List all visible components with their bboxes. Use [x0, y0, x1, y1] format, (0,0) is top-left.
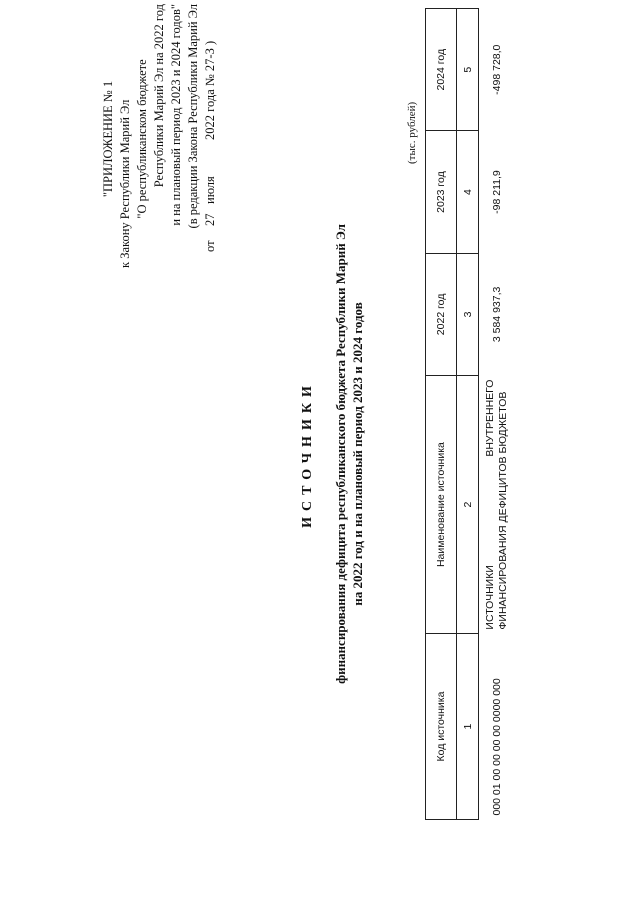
- appendix-line: (в редакции Закона Республики Марий Эл: [186, 4, 200, 229]
- appendix-line: "О республиканском бюджете: [135, 59, 149, 219]
- column-number: 2: [457, 376, 479, 634]
- source-name-part: ВНУТРЕННЕГО: [484, 379, 496, 457]
- source-code: 000 01 00 00 00 00 0000 000: [479, 634, 516, 820]
- date-month: июля: [203, 176, 217, 204]
- units-label: (тыс. рублей): [406, 101, 418, 164]
- signature-date-line: [202, 4, 219, 274]
- column-number: 3: [457, 253, 479, 375]
- appendix-header: [100, 4, 219, 274]
- value-2024: -498 728,0: [479, 9, 516, 131]
- source-name-part: ИСТОЧНИКИ: [484, 565, 496, 630]
- header-2023: 2023 год: [426, 131, 457, 253]
- source-name: [479, 376, 516, 634]
- value-2023: -98 211,9: [479, 131, 516, 253]
- source-name-part: ФИНАНСИРОВАНИЯ ДЕФИЦИТОВ БЮДЖЕТОВ: [497, 391, 509, 630]
- column-number: 5: [457, 9, 479, 131]
- appendix-line: к Закону Республики Марий Эл: [118, 99, 132, 268]
- date-day: 27: [203, 213, 217, 226]
- column-number: 1: [457, 634, 479, 820]
- table-row: [479, 9, 516, 820]
- document-subtitle-line: финансирования дефицита республиканского бюджета Республики Марий Эл: [333, 224, 348, 684]
- header-2024: 2024 год: [426, 9, 457, 131]
- header-2022: 2022 год: [426, 253, 457, 375]
- header-name: Наименование источника: [426, 376, 457, 634]
- document-title-block: [300, 154, 366, 754]
- header-code: Код источника: [426, 634, 457, 820]
- document-title: ИСТОЧНИКИ: [300, 380, 315, 528]
- value-2022: 3 584 937,3: [479, 253, 516, 375]
- appendix-line: Республики Марий Эл на 2022 год: [152, 4, 166, 188]
- date-prefix: от: [203, 240, 217, 252]
- column-number-row: [457, 9, 479, 820]
- document-subtitle-line: на 2022 год и на плановый период 2023 и 2024 годов: [350, 302, 365, 606]
- sources-table: [425, 8, 515, 820]
- appendix-line: "ПРИЛОЖЕНИЕ № 1: [101, 80, 115, 198]
- table-header-row: [426, 9, 457, 820]
- appendix-line: и на плановый период 2023 и 2024 годов": [169, 4, 183, 226]
- column-number: 4: [457, 131, 479, 253]
- date-year-number: 2022 года № 27-З ): [203, 40, 217, 140]
